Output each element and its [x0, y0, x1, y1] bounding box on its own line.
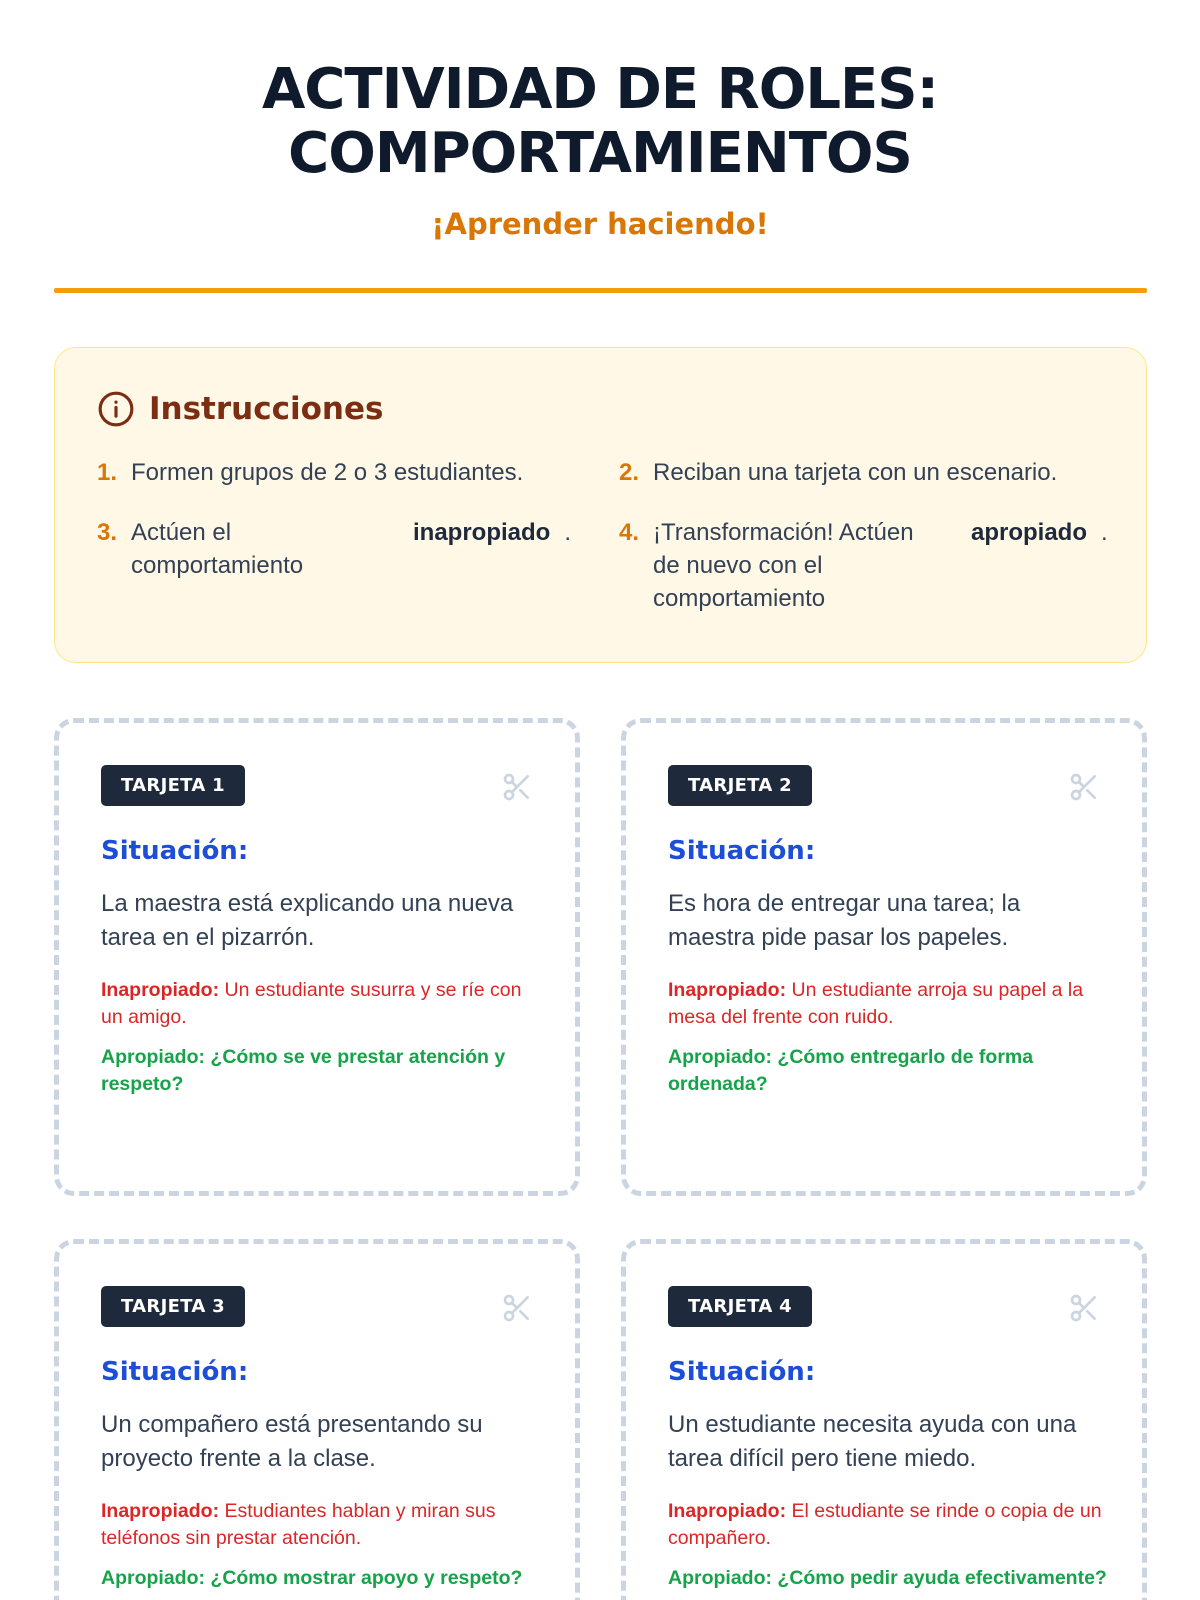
- instructions-heading: [97, 390, 383, 428]
- step-text-line: de nuevo con el: [653, 552, 823, 579]
- appropriate-line: [668, 1044, 1108, 1098]
- step-number: 1.: [97, 459, 118, 486]
- card-tag: TARJETA 2: [668, 765, 812, 806]
- scissors-icon: [1068, 771, 1100, 803]
- inappropriate-line: [101, 977, 541, 1031]
- inappropriate-line: [101, 1498, 541, 1552]
- scissors-icon: [501, 1292, 533, 1324]
- role-card-3: [54, 1239, 580, 1600]
- instruction-step-1: [97, 456, 523, 489]
- appropriate-line: [101, 1044, 541, 1098]
- appropriate-line: [668, 1565, 1108, 1592]
- step-emphasis: apropiado: [971, 519, 1088, 546]
- instruction-step-3-emphasis: [413, 516, 571, 549]
- step-text-line: comportamiento: [653, 585, 826, 612]
- inappropriate-text: El estudiante se rinde o copia de un compañero.: [668, 1500, 1102, 1549]
- step-text: [653, 516, 914, 615]
- appropriate-text: ¿Cómo entregarlo de forma ordenada?: [668, 1046, 1034, 1095]
- page-header: [0, 58, 1200, 242]
- page-title: [0, 58, 1200, 186]
- inappropriate-label: Inapropiado:: [101, 1500, 220, 1522]
- appropriate-label: Apropiado:: [668, 1046, 772, 1068]
- inappropriate-label: Inapropiado:: [101, 979, 220, 1001]
- instruction-step-3: [97, 516, 303, 582]
- situation-text: Es hora de entregar una tarea; la maestra pide pasar los papeles.: [668, 890, 1021, 951]
- step-text: Formen grupos de 2 o 3 estudiantes.: [131, 459, 524, 486]
- step-text: Reciban una tarjeta con un escenario.: [653, 459, 1058, 486]
- inappropriate-text: Un estudiante susurra y se ríe con un amigo.: [101, 979, 522, 1028]
- info-circle-icon: [97, 390, 135, 428]
- inappropriate-text: Estudiantes hablan y miran sus teléfonos sin prestar atención.: [101, 1500, 496, 1549]
- step-number: 3.: [97, 519, 118, 546]
- appropriate-text: ¿Cómo mostrar apoyo y respeto?: [210, 1567, 523, 1589]
- inappropriate-line: [668, 977, 1108, 1031]
- situation-text: Un estudiante necesita ayuda con una tarea difícil pero tiene miedo.: [668, 1411, 1077, 1472]
- situation-text: Un compañero está presentando su proyecto frente a la clase.: [101, 1411, 483, 1472]
- inappropriate-label: Inapropiado:: [668, 979, 787, 1001]
- inappropriate-text: Un estudiante arroja su papel a la mesa del frente con ruido.: [668, 979, 1084, 1028]
- role-card-2: [621, 718, 1147, 1196]
- step-text: [131, 516, 303, 582]
- appropriate-line: [101, 1565, 541, 1592]
- scissors-icon: [1068, 1292, 1100, 1324]
- instruction-step-4-emphasis: [971, 516, 1108, 549]
- header-divider: [54, 288, 1147, 293]
- card-tag: TARJETA 4: [668, 1286, 812, 1327]
- step-text-line: Actúen el: [131, 519, 232, 546]
- card-tag: TARJETA 3: [101, 1286, 245, 1327]
- step-end: .: [564, 519, 572, 546]
- inappropriate-line: [668, 1498, 1108, 1552]
- situation-text: La maestra está explicando una nueva tarea en el pizarrón.: [101, 890, 514, 951]
- step-end: .: [1101, 519, 1108, 546]
- role-card-4: [621, 1239, 1147, 1600]
- scissors-icon: [501, 771, 533, 803]
- situation-label: Situación:: [668, 836, 816, 866]
- card-tag: TARJETA 1: [101, 765, 245, 806]
- inappropriate-label: Inapropiado:: [668, 1500, 787, 1522]
- title-line-2: COMPORTAMIENTOS: [288, 121, 912, 186]
- page-subtitle: ¡Aprender haciendo!: [431, 207, 769, 241]
- appropriate-label: Apropiado:: [101, 1567, 205, 1589]
- instruction-step-2: [619, 456, 1057, 489]
- appropriate-label: Apropiado:: [101, 1046, 205, 1068]
- step-number: 4.: [619, 519, 640, 546]
- title-line-1: ACTIVIDAD DE ROLES:: [261, 57, 939, 122]
- step-text-line: ¡Transformación! Actúen: [653, 519, 914, 546]
- situation-label: Situación:: [101, 1357, 249, 1387]
- instructions-title: Instrucciones: [149, 391, 384, 427]
- step-number: 2.: [619, 459, 640, 486]
- step-emphasis: inapropiado: [413, 519, 551, 546]
- role-card-1: [54, 718, 580, 1196]
- situation-label: Situación:: [101, 836, 249, 866]
- appropriate-text: ¿Cómo pedir ayuda efectivamente?: [777, 1567, 1107, 1589]
- situation-label: Situación:: [668, 1357, 816, 1387]
- step-text-line: comportamiento: [131, 552, 304, 579]
- instruction-step-4: [619, 516, 914, 615]
- instructions-panel: [54, 347, 1147, 663]
- appropriate-text: ¿Cómo se ve prestar atención y respeto?: [101, 1046, 506, 1095]
- appropriate-label: Apropiado:: [668, 1567, 772, 1589]
